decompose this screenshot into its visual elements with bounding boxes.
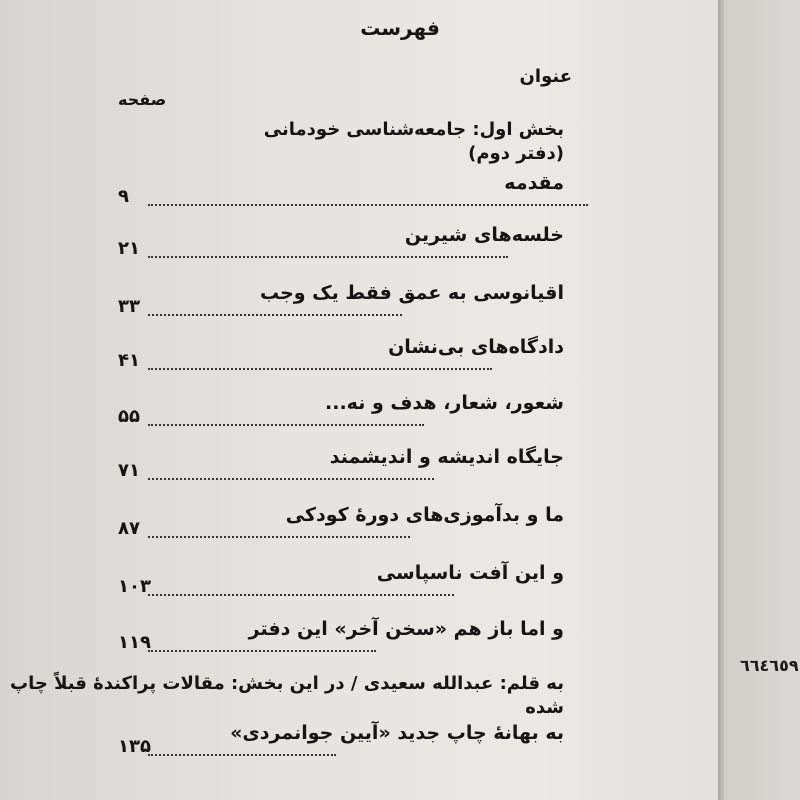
entry-page-number: ۹ <box>118 186 129 207</box>
toc-entry <box>118 282 564 342</box>
toc-entry <box>118 172 564 232</box>
toc-entry <box>118 224 564 284</box>
dot-leader <box>148 478 434 480</box>
dot-leader <box>148 754 336 756</box>
entry-page-number: ۱۳۵ <box>118 736 151 757</box>
toc-entry <box>118 446 564 506</box>
entry-title: اقیانوسی به عمق فقط یک وجب <box>259 282 564 304</box>
toc-entry <box>118 618 564 678</box>
adjacent-page <box>724 0 800 800</box>
dot-leader <box>148 314 402 316</box>
entry-page-number: ۷۱ <box>118 460 140 481</box>
dot-leader <box>148 256 508 258</box>
entry-title: به بهانهٔ چاپ جدید «آیین جوانمردی» <box>230 722 564 744</box>
section-heading-line: (دفتر دوم) <box>468 143 564 164</box>
section-heading-line: بخش اول: جامعه‌شناسی خودمانی <box>263 119 564 140</box>
dot-leader <box>148 650 376 652</box>
toc-entry <box>118 722 564 782</box>
entry-title: خلسه‌های شیرین <box>404 224 564 246</box>
entry-page-number: ۸۷ <box>118 518 140 539</box>
toc-entry <box>118 562 564 622</box>
section-heading <box>264 118 564 166</box>
toc-entry <box>118 392 564 452</box>
entry-page-number: ۲۱ <box>118 238 140 259</box>
section-heading-line: به قلم: عبدالله سعیدی / در این بخش: مقالات پراکندهٔ قبلاً چاپ شده <box>9 673 564 718</box>
entry-title: و این آفت ناسپاسی <box>376 562 564 584</box>
adjacent-page-number: ٦٦٤٦٥٩ <box>740 656 799 675</box>
dot-leader <box>148 368 492 370</box>
entry-title: جایگاه اندیشه و اندیشمند <box>329 446 564 468</box>
dot-leader <box>148 204 588 206</box>
dot-leader <box>148 594 454 596</box>
column-header-page: صفحه <box>118 90 167 109</box>
entry-page-number: ۳۳ <box>118 296 140 317</box>
entry-page-number: ۴۱ <box>118 350 140 371</box>
dot-leader <box>148 536 410 538</box>
section-heading <box>0 672 564 720</box>
toc-title: فهرست <box>360 16 440 40</box>
dot-leader <box>148 424 424 426</box>
entry-page-number: ۱۰۳ <box>118 576 151 597</box>
column-header-title: عنوان <box>519 66 572 87</box>
entry-page-number: ۵۵ <box>118 406 140 427</box>
entry-title: دادگاه‌های بی‌نشان <box>388 336 564 358</box>
entry-title: ما و بدآموزی‌های دورهٔ کودکی <box>285 504 564 526</box>
entry-page-number: ۱۱۹ <box>118 632 151 653</box>
entry-title: و اما باز هم «سخن آخر» این دفتر <box>248 618 564 640</box>
toc-entry <box>118 336 564 396</box>
entry-title: شعور، شعار، هدف و نه... <box>325 392 564 414</box>
entry-title: مقدمه <box>504 172 564 194</box>
toc-entry <box>118 504 564 564</box>
